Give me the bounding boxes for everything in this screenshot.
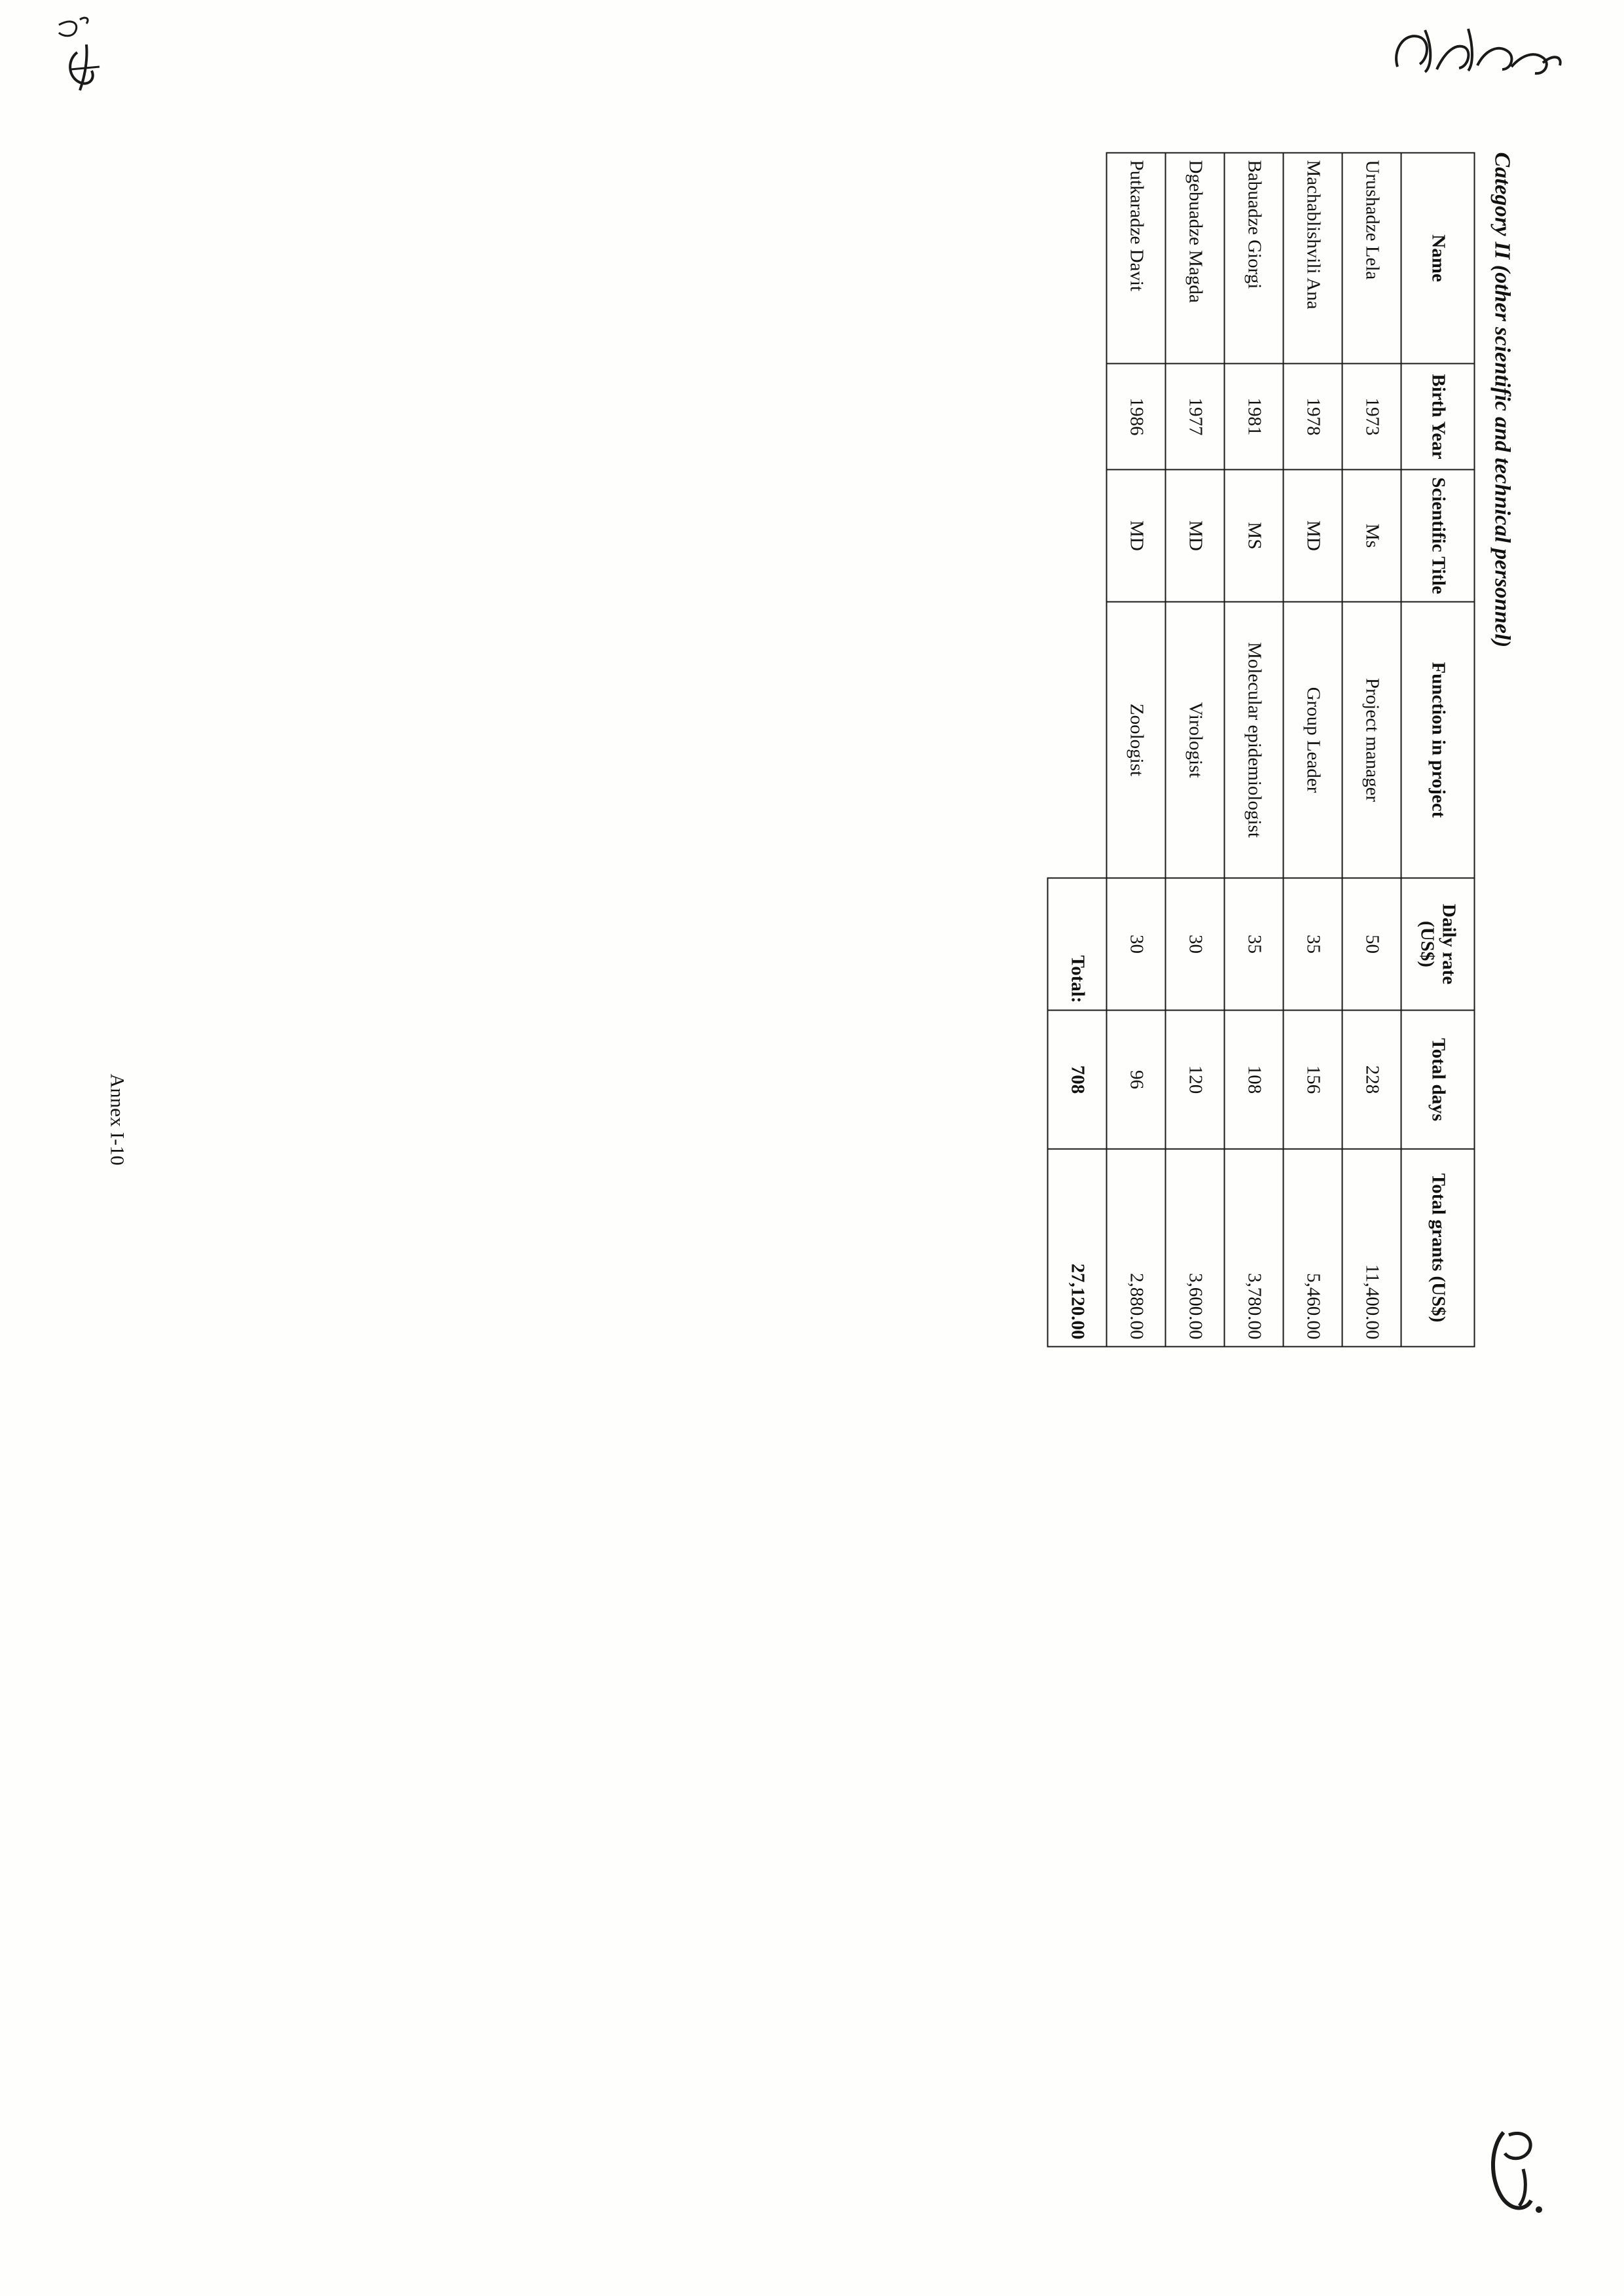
column-header-daily-rate: Daily rate (US$) <box>1401 878 1474 1010</box>
annex-footer-label: Annex I-10 <box>106 1073 128 1166</box>
cell-birth-year: 1978 <box>1283 363 1342 469</box>
cell-total-days: 96 <box>1106 1010 1165 1149</box>
personnel-table <box>1047 152 1475 1347</box>
table-body <box>1047 152 1401 1346</box>
column-header-total-days: Total days <box>1401 1010 1474 1149</box>
cell-total-grants: 3,600.00 <box>1165 1149 1224 1346</box>
cell-birth-year: 1977 <box>1165 363 1224 469</box>
cell-scientific-title: Ms <box>1342 469 1401 601</box>
cell-total-grants: 5,460.00 <box>1283 1149 1342 1346</box>
cell-daily-rate: 30 <box>1106 878 1165 1010</box>
table-row <box>1106 152 1165 1346</box>
column-header-scientific-title: Scientific Title <box>1401 469 1474 601</box>
table-row <box>1165 152 1224 1346</box>
column-header-total-grants: Total grants (US$) <box>1401 1149 1474 1346</box>
cell-total-grants: 3,780.00 <box>1224 1149 1283 1346</box>
table-row <box>1224 152 1283 1346</box>
cell-name: Machablishvili Ana <box>1283 152 1342 363</box>
cell-total-days: 108 <box>1224 1010 1283 1149</box>
cell-function: Project manager <box>1342 601 1401 878</box>
cell-function: Group Leader <box>1283 601 1342 878</box>
cell-name: Putkaradze Davit <box>1106 152 1165 363</box>
total-label: Total: <box>1047 878 1106 1010</box>
column-header-birth-year: Birth Year <box>1401 363 1474 469</box>
total-days-value: 708 <box>1047 1010 1106 1149</box>
table-total-row <box>1047 152 1106 1346</box>
cell-daily-rate: 35 <box>1283 878 1342 1010</box>
page-title: Category II (other scientific and technical personnel) <box>1490 152 1514 647</box>
cell-total-grants: 2,880.00 <box>1106 1149 1165 1346</box>
cell-birth-year: 1973 <box>1342 363 1401 469</box>
column-header-name: Name <box>1401 152 1474 363</box>
cell-total-days: 120 <box>1165 1010 1224 1149</box>
cell-scientific-title: MD <box>1106 469 1165 601</box>
cell-birth-year: 1981 <box>1224 363 1283 469</box>
cell-function: Zoologist <box>1106 601 1165 878</box>
cell-total-days: 156 <box>1283 1010 1342 1149</box>
cell-daily-rate: 30 <box>1165 878 1224 1010</box>
table-header-row <box>1401 152 1474 1346</box>
cell-total-grants: 11,400.00 <box>1342 1149 1401 1346</box>
cell-birth-year: 1986 <box>1106 363 1165 469</box>
cell-name: Babuadze Giorgi <box>1224 152 1283 363</box>
cell-daily-rate: 35 <box>1224 878 1283 1010</box>
table-row <box>1283 152 1342 1346</box>
cell-scientific-title: MD <box>1283 469 1342 601</box>
total-spacer <box>1047 152 1106 878</box>
cell-daily-rate: 50 <box>1342 878 1401 1010</box>
column-header-function: Function in project <box>1401 601 1474 878</box>
cell-name: Urushadze Lela <box>1342 152 1401 363</box>
table-header <box>1401 152 1474 1346</box>
table-row <box>1342 152 1401 1346</box>
cell-scientific-title: MS <box>1224 469 1283 601</box>
cell-total-days: 228 <box>1342 1010 1401 1149</box>
cell-scientific-title: MD <box>1165 469 1224 601</box>
total-grants-value: 27,120.00 <box>1047 1149 1106 1346</box>
cell-function: Molecular epidemiologist <box>1224 601 1283 878</box>
cell-name: Dgebuadze Magda <box>1165 152 1224 363</box>
cell-function: Virologist <box>1165 601 1224 878</box>
